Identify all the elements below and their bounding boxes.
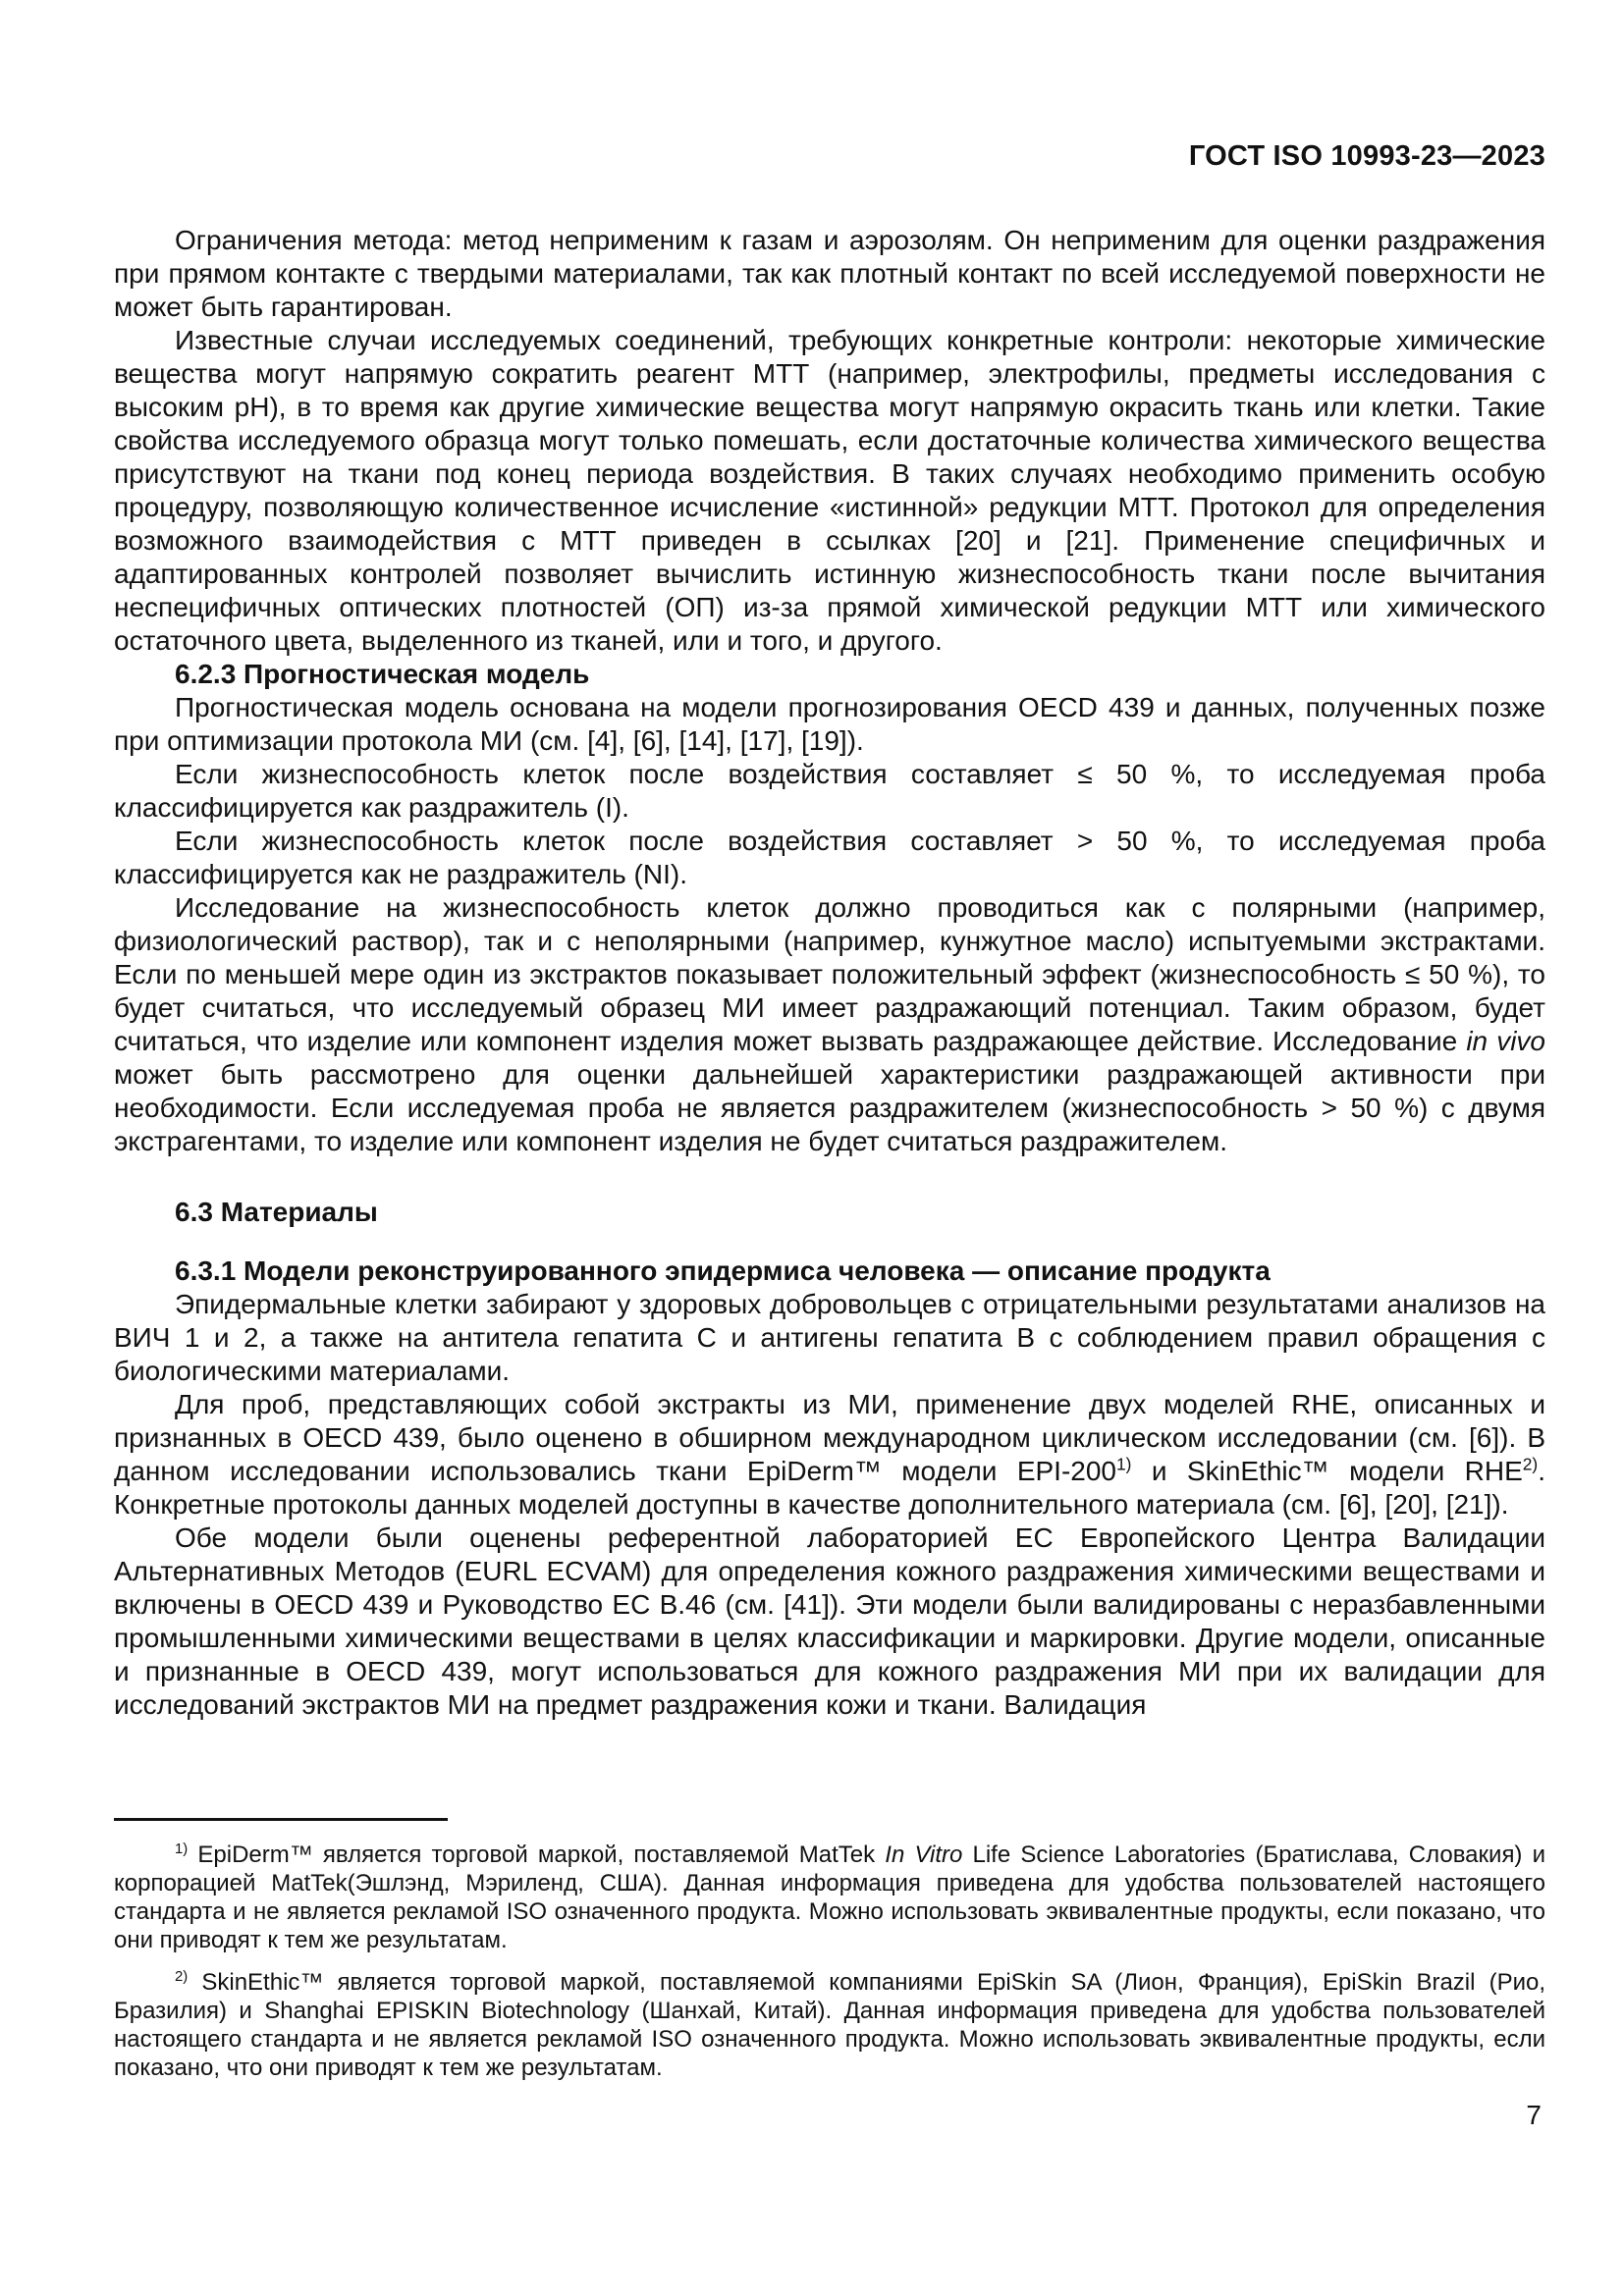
footnote-1 [114, 1841, 1545, 1954]
text-run: EpiDerm™ является торговой маркой, поставляемой MatTek [188, 1842, 886, 1868]
text-run: может быть рассмотрено для оценки дальнейшей характеристики раздражающей активности при необходимости. Если исследуемая проба не является раздражителем (жизнеспособность > 50 %) с двумя экстрагентами, то изделие или компонент изделия не будет считаться раздражителем. [114, 1059, 1545, 1156]
italic-in-vivo: in vivo [1466, 1026, 1545, 1056]
text-run: и SkinEthic™ модели RHE [1131, 1456, 1523, 1486]
heading-6-3-1-rhe-models: 6.3.1 Модели реконструированного эпидермиса человека — описание продукта [175, 1255, 1271, 1286]
footnotes-section [114, 1818, 1545, 2082]
paragraph-irritant-classification: Если жизнеспособность клеток после воздействия составляет ≤ 50 %, то исследуемая проба классифицируется как раздражитель (I). [114, 759, 1545, 823]
paragraph-eurl-ecvam-validation: Обе модели были оценены референтной лабораторией ЕС Европейского Центра Валидации Альтернативных Методов (EURL ECVAM) для определения кожного раздражения химическими веществами и включены в OECD 439 и Руководство ЕС В.46 (см. [41]). Эти модели были валидированы с неразбавленными промышленными химическими веществами в целях классификации и маркировки. Другие модели, описанные и признанные в OECD 439, могут использоваться для кожного раздражения МИ при их валидации для исследований экстрактов МИ на предмет раздражения кожи и ткани. Валидация [114, 1522, 1545, 1720]
text-run: Life Science Laboratories (Братислава, Словакия) и корпорацией MatTek(Эшлэнд, Мэриленд, США). Данная информация приведена для удобства пользователей настоящего стандарта и не является рекламой ISO означенного продукта. Можно использовать эквивалентные продукты, если показано, что они приводят к тем же результатам. [114, 1842, 1545, 1953]
footnote-1-marker: 1) [175, 1842, 189, 1857]
footnote-separator-rule [114, 1818, 448, 1821]
footnote-ref-1: 1) [1116, 1454, 1132, 1474]
paragraph-known-interference-cases: Известные случаи исследуемых соединений, требующих конкретные контроли: некоторые химические вещества могут напрямую сократить реагент МТТ (например, электрофилы, предметы исследования с высоким pH), в то время как другие химические вещества могут напрямую окрасить ткань или клетки. Такие свойства исследуемого образца могут только помешать, если достаточные количества химического вещества присутствуют на ткани под конец периода воздействия. В таких случаях необходимо применить особую процедуру, позволяющую количественное исчисление «истинной» редукции МТТ. Протокол для определения возможного взаимодействия с МТТ приведен в ссылках [20] и [21]. Применение специфичных и адаптированных контролей позволяет вычислить истинную жизнеспособность ткани после вычитания неспецифичных оптических плотностей (ОП) из-за прямой химической редукции МТТ или химического остаточного цвета, выделенного из тканей, или и того, и другого. [114, 325, 1545, 656]
text-run: Исследование на жизнеспособность клеток должно проводиться как с полярными (например, физиологический раствор), так и с неполярными (например, кунжутное масло) испытуемыми экстрактами. Если по меньшей мере один из экстрактов показывает положительный эффект (жизнеспособность ≤ 50 %), то будет считаться, что исследуемый образец МИ имеет раздражающий потенциал. Таким образом, будет считаться, что изделие или компонент изделия может вызвать раздражающее действие. Исследование [114, 892, 1545, 1056]
paragraph-prediction-model-basis: Прогностическая модель основана на модели прогнозирования OECD 439 и данных, полученных позже при оптимизации протокола МИ (см. [4], [6], [14], [17], [19]). [114, 692, 1545, 756]
document-code-header: ГОСТ ISO 10993-23—2023 [1188, 140, 1545, 172]
italic-in-vitro: In Vitro [885, 1842, 963, 1868]
paragraph-rhe-models-description [114, 1388, 1545, 1522]
heading-6-2-3-prediction-model: 6.2.3 Прогностическая модель [175, 659, 590, 689]
footnote-ref-2: 2) [1522, 1454, 1539, 1474]
text-run: SkinEthic™ является торговой маркой, поставляемой компаниями EpiSkin SA (Лион, Франция), EpiSkin Brazil (Рио, Бразилия) и Shanghai EPISKIN Biotechnology (Шанхай, Китай). Данная информация приведена для удобства пользователей настоящего стандарта и не является рекламой ISO означенного продукта. Можно использовать эквивалентные продукты, если показано, что они приводят к тем же результатам. [114, 1969, 1545, 2081]
text-run: . Конкретные протоколы данных моделей доступны в качестве дополнительного материала (см. [6], [20], [21]). [114, 1456, 1545, 1520]
paragraph-viability-study [114, 891, 1545, 1158]
footnote-2-marker: 2) [175, 1969, 189, 1985]
heading-6-3-materials: 6.3 Материалы [175, 1197, 378, 1227]
footnote-2 [114, 1968, 1545, 2082]
paragraph-method-limitations: Ограничения метода: метод неприменим к газам и аэрозолям. Он неприменим для оценки раздражения при прямом контакте с твердыми материалами, так как плотный контакт по всей исследуемой поверхности не может быть гарантирован. [114, 225, 1545, 322]
paragraph-epidermal-cells: Эпидермальные клетки забирают у здоровых добровольцев с отрицательными результатами анализов на ВИЧ 1 и 2, а также на антитела гепатита С и антигены гепатита В с соблюдением правил обращения с биологическими материалами. [114, 1289, 1545, 1386]
paragraph-non-irritant-classification: Если жизнеспособность клеток после воздействия составляет > 50 %, то исследуемая проба классифицируется как не раздражитель (NI). [114, 826, 1545, 889]
text-run: Для проб, представляющих собой экстракты из МИ, применение двух моделей RHE, описанных и признанных в OECD 439, было оценено в обширном международном циклическом исследовании (см. [6]). В данном исследовании использовались ткани EpiDerm™ модели EPI-200 [114, 1389, 1545, 1486]
page-number: 7 [1526, 2100, 1542, 2130]
document-body [114, 224, 1545, 1722]
